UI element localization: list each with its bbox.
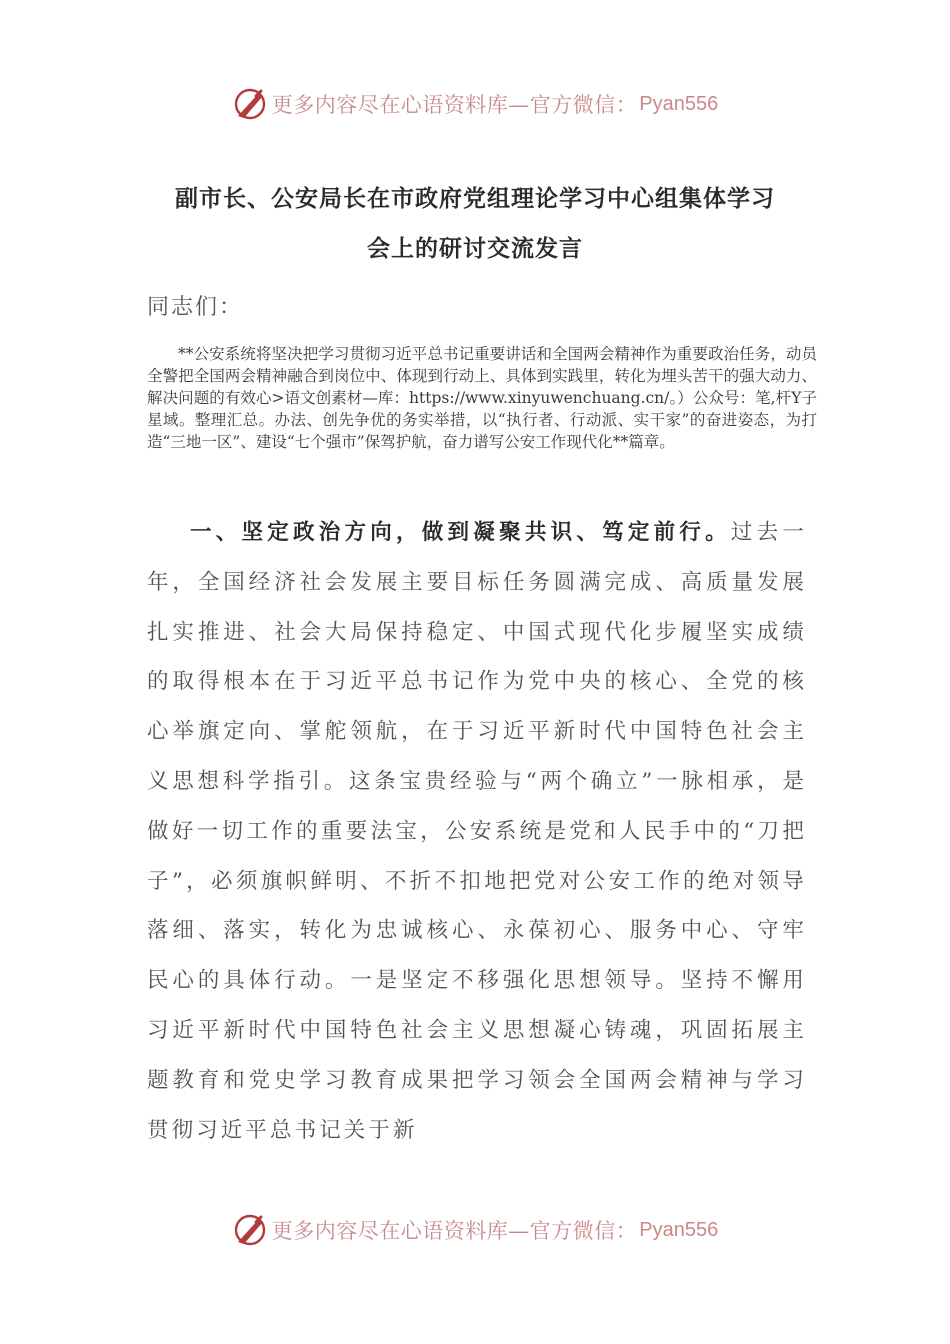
pen-logo-icon [232, 86, 268, 122]
banner-wechat-id: Pyan556 [639, 1218, 719, 1241]
footer-banner [0, 1210, 950, 1250]
section-1-body: 过去一年，全国经济社会发展主要目标任务圆满完成、高质量发展扎实推进、社会大局保持稳定、中国式现代化步履坚实成绩的取得根本在于习近平总书记作为党中央的核心、全党的核心举旗定向、掌舵领航，在于习近平新时代中国特色社会主义思想科学指引。这条宝贵经验与“两个确立”一脉相承，是做好一切工作的重要法宝，公安系统是党和人民手中的“刀把子”，必须旗帜鲜明、不折不扣地把党对公安工作的绝对领导落细、落实，转化为忠诚核心、永葆初心、服务中心、守牢民心的具体行动。一是坚定不移强化思想领导。坚持不懈用习近平新时代中国特色社会主义思想凝心铸魂，巩固拓展主题教育和党史学习教育成果把学习领会全国两会精神与学习贯彻习近平总书记关于新 [147, 520, 807, 1143]
banner-tagline: 更多内容尽在心语资料库—官方微信： [271, 1219, 638, 1243]
greeting: 同志们： [147, 295, 244, 320]
banner-wechat-id: Pyan556 [639, 92, 719, 115]
pen-logo-icon [232, 1212, 268, 1248]
document-title-line-2: 会上的研讨交流发言 [367, 235, 583, 262]
summary-paragraph: **公安系统将坚决把学习贯彻习近平总书记重要讲话和全国两会精神作为重要政治任务，动员全警把全国两会精神融合到岗位中、体现到行动上、具体到实践里，转化为埋头苦干的强大动力、解决问题的有效心>语文创素材—库：https://www.xinyuwenchuang.cn/。）公众号：笔,杆Y子星域。整理汇总。办法、创先争优的务实举措，以“执行者、行动派、实干家”的奋进姿态，为打造“三地一区”、建设“七个强市”保驾护航，奋力谱写公安工作现代化**篇章。 [147, 345, 817, 451]
header-banner [0, 84, 950, 124]
document-title-line-1: 副市长、公安局长在市政府党组理论学习中心组集体学习 [175, 185, 775, 212]
banner-tagline: 更多内容尽在心语资料库—官方微信： [271, 93, 638, 117]
section-1-heading: 一、坚定政治方向，做到凝聚共识、笃定前行。 [190, 520, 731, 545]
section-1-paragraph [147, 508, 807, 1155]
